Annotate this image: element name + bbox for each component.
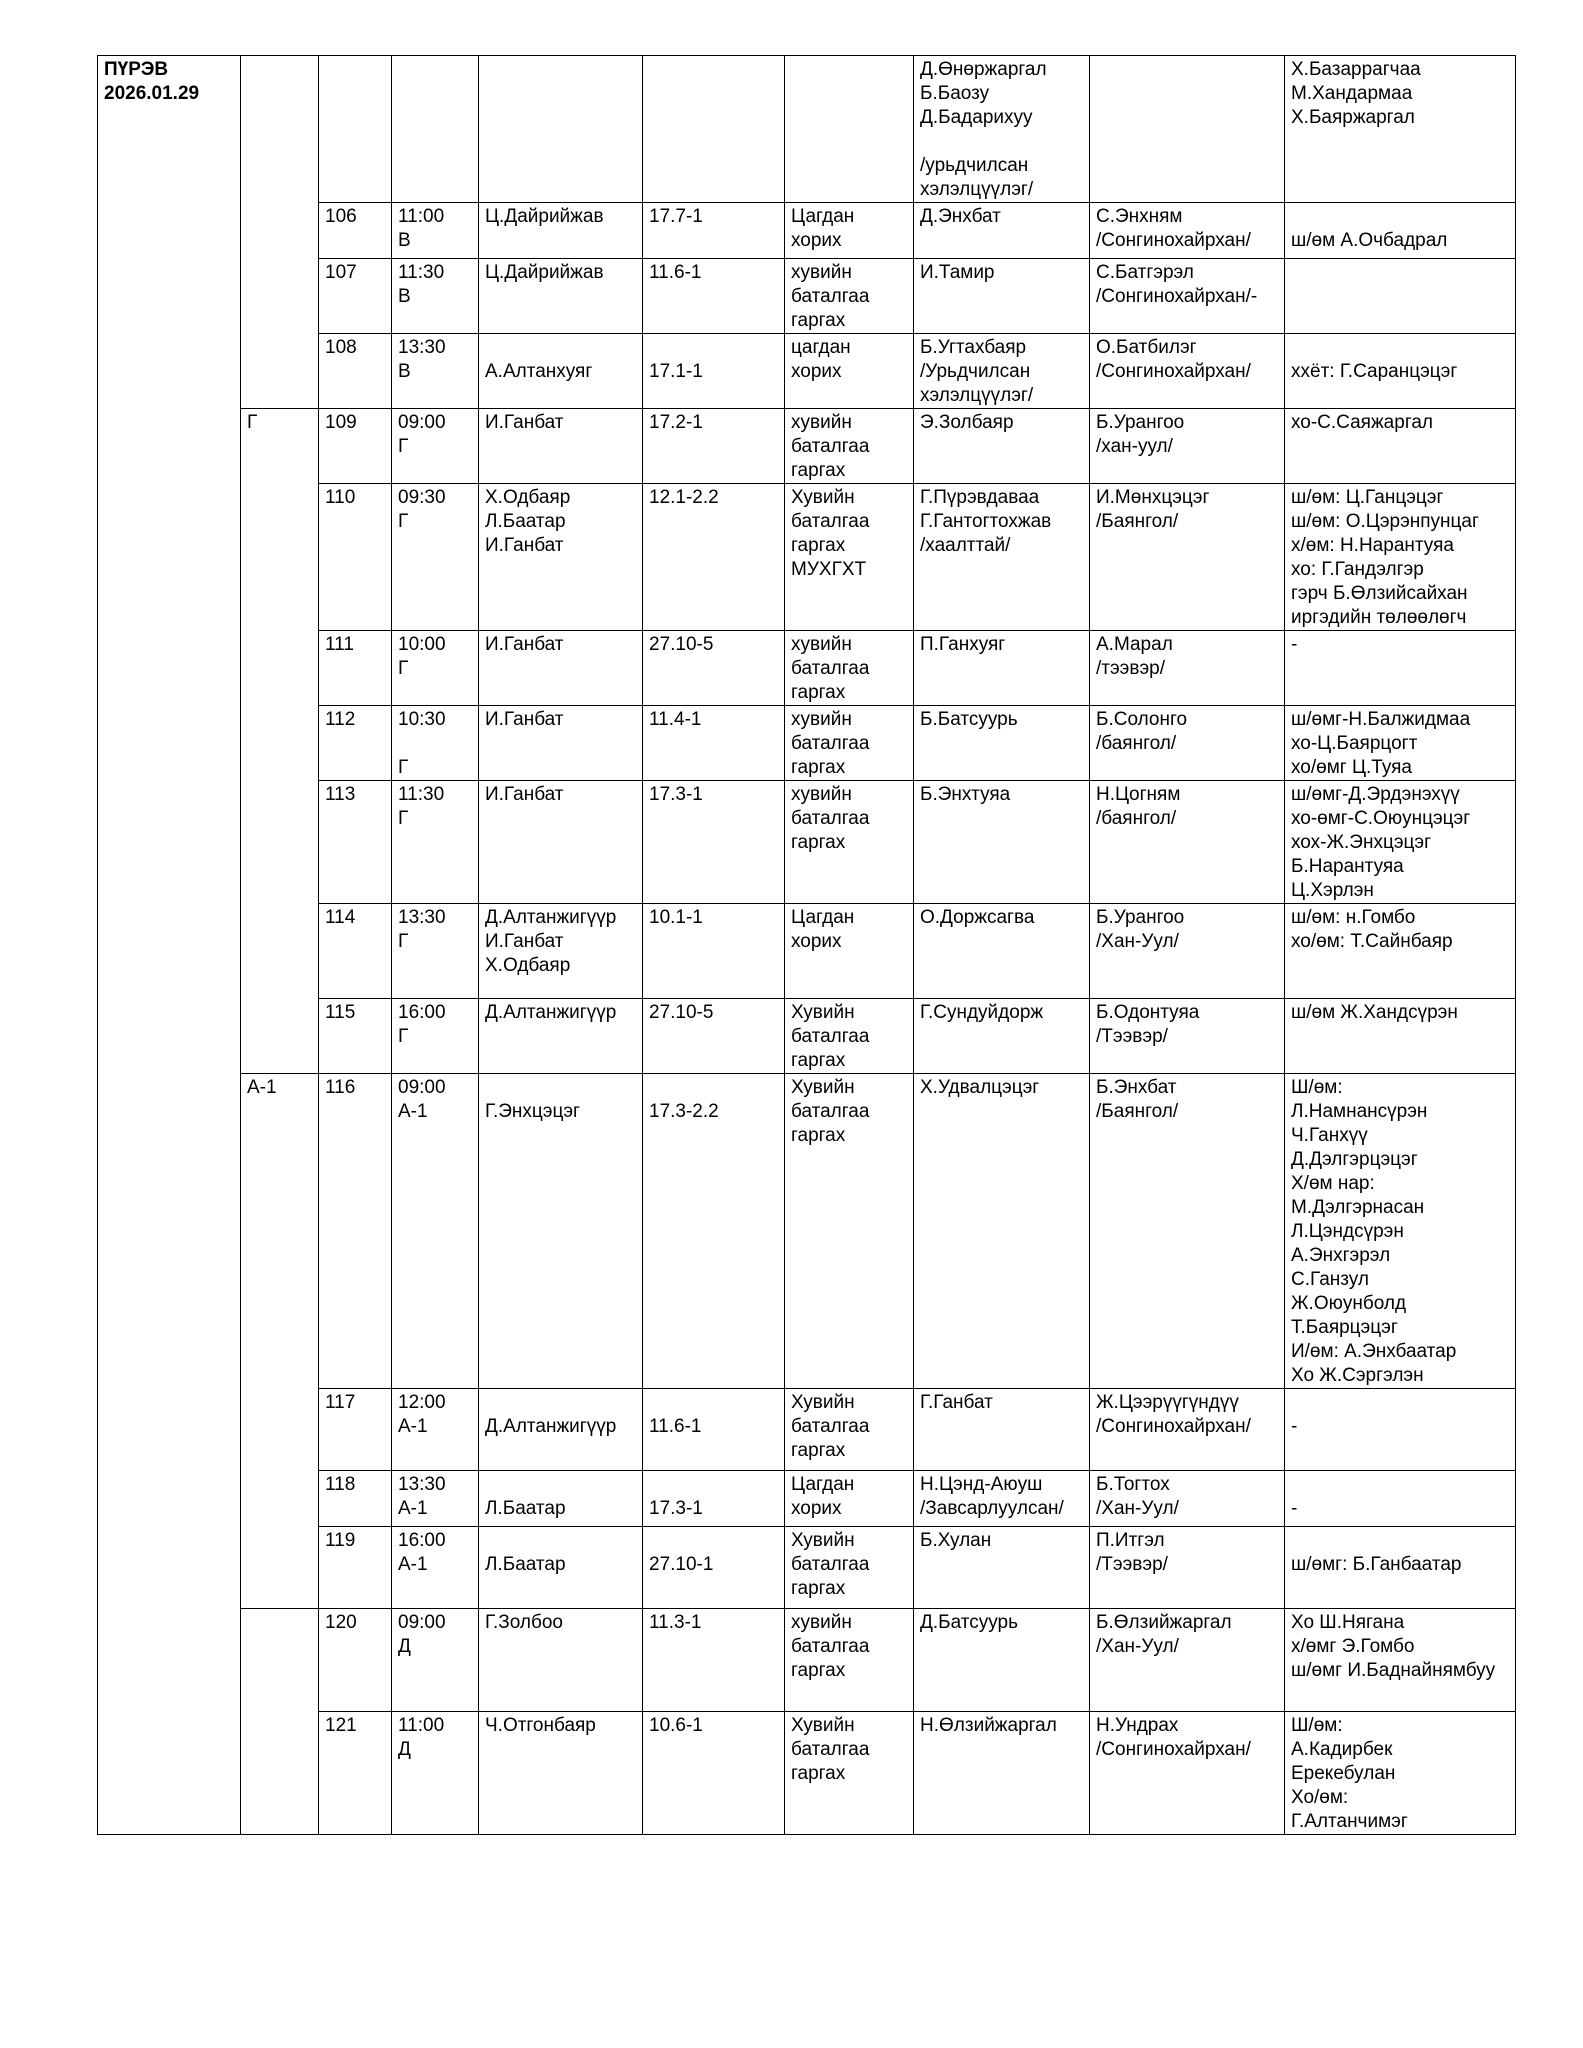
room-group <box>241 1609 319 1835</box>
day-cell <box>98 56 241 1835</box>
petitioner-name: Д.Батсуурь <box>914 1609 1090 1712</box>
judge-name: Ц.Дайрийжав <box>479 203 643 259</box>
judge-name <box>479 56 643 203</box>
article-code: 11.3-1 <box>643 1609 785 1712</box>
judge-name: А.Алтанхуяг <box>479 334 643 409</box>
measure-type: Хувийн баталгаа гаргах <box>785 999 914 1074</box>
petitioner-name: И.Тамир <box>914 259 1090 334</box>
case-number: 120 <box>319 1609 392 1712</box>
judge-name: Г.Энхцэцэг <box>479 1074 643 1389</box>
day-date: 2026.01.29 <box>104 83 200 104</box>
participants-list: ххёт: Г.Саранцэцэг <box>1285 334 1516 409</box>
measure-type: Хувийн баталгаа гаргах МУХГХТ <box>785 484 914 631</box>
judge-name: И.Ганбат <box>479 781 643 904</box>
defense-name: С.Батгэрэл /Сонгинохайрхан/- <box>1090 259 1285 334</box>
participants-list: ш/өмг: Б.Ганбаатар <box>1285 1527 1516 1609</box>
petitioner-name: Г.Пүрэвдаваа Г.Гантогтохжав /хаалттай/ <box>914 484 1090 631</box>
petitioner-name: П.Ганхуяг <box>914 631 1090 706</box>
article-code: 12.1-2.2 <box>643 484 785 631</box>
measure-type: хувийн баталгаа гаргах <box>785 259 914 334</box>
measure-type: цагдан хорих <box>785 334 914 409</box>
defense-name: Н.Цогням /баянгол/ <box>1090 781 1285 904</box>
defense-name: И.Мөнхцэцэг /Баянгол/ <box>1090 484 1285 631</box>
schedule-row <box>98 1609 1516 1712</box>
defense-name: Б.Урангоо /хан-уул/ <box>1090 409 1285 484</box>
participants-list: Хо Ш.Нягана х/өмг Э.Гомбо ш/өмг И.Баднайнямбуу <box>1285 1609 1516 1712</box>
hearing-time: 16:00 Г <box>392 999 479 1074</box>
case-number: 107 <box>319 259 392 334</box>
measure-type: Хувийн баталгаа гаргах <box>785 1712 914 1835</box>
judge-name: Д.Алтанжигүүр <box>479 1389 643 1471</box>
participants-list: ш/өм А.Очбадрал <box>1285 203 1516 259</box>
hearing-time: 11:00 В <box>392 203 479 259</box>
hearing-time: 16:00 А-1 <box>392 1527 479 1609</box>
defense-name <box>1090 56 1285 203</box>
article-code: 11.4-1 <box>643 706 785 781</box>
article-code: 17.2-1 <box>643 409 785 484</box>
case-number: 109 <box>319 409 392 484</box>
measure-type: хувийн баталгаа гаргах <box>785 781 914 904</box>
article-code: 17.3-1 <box>643 1471 785 1527</box>
judge-name: Л.Баатар <box>479 1471 643 1527</box>
room-group: Г <box>241 409 319 1074</box>
hearing-time: 09:00 А-1 <box>392 1074 479 1389</box>
case-number: 119 <box>319 1527 392 1609</box>
defense-name: О.Батбилэг /Сонгинохайрхан/ <box>1090 334 1285 409</box>
measure-type <box>785 56 914 203</box>
measure-type: хувийн баталгаа гаргах <box>785 706 914 781</box>
hearing-time: 10:00 Г <box>392 631 479 706</box>
judge-name: И.Ганбат <box>479 631 643 706</box>
hearing-time: 12:00 А-1 <box>392 1389 479 1471</box>
judge-name: И.Ганбат <box>479 409 643 484</box>
article-code: 27.10-5 <box>643 999 785 1074</box>
case-number: 106 <box>319 203 392 259</box>
defense-name: Ж.Цээрүүгүндүү /Сонгинохайрхан/ <box>1090 1389 1285 1471</box>
article-code: 11.6-1 <box>643 259 785 334</box>
participants-list <box>1285 259 1516 334</box>
petitioner-name: Б.Хулан <box>914 1527 1090 1609</box>
participants-list: Ш/өм: А.Кадирбек Ерекебулан Хо/өм: Г.Алтанчимэг <box>1285 1712 1516 1835</box>
hearing-time: 09:00 Г <box>392 409 479 484</box>
measure-type: хувийн баталгаа гаргах <box>785 631 914 706</box>
defense-name: Б.Өлзийжаргал /Хан-Уул/ <box>1090 1609 1285 1712</box>
measure-type: Цагдан хорих <box>785 1471 914 1527</box>
petitioner-name: Х.Удвалцэцэг <box>914 1074 1090 1389</box>
case-number: 114 <box>319 904 392 999</box>
defense-name: Б.Энхбат /Баянгол/ <box>1090 1074 1285 1389</box>
defense-name: Б.Солонго /баянгол/ <box>1090 706 1285 781</box>
hearing-time: 09:30 Г <box>392 484 479 631</box>
petitioner-name: Н.Өлзийжаргал <box>914 1712 1090 1835</box>
case-number: 118 <box>319 1471 392 1527</box>
petitioner-name: Д.Өнөржаргал Б.Баозу Д.Бадарихуу /урьдчилсан хэлэлцүүлэг/ <box>914 56 1090 203</box>
case-number <box>319 56 392 203</box>
hearing-time: 13:30 А-1 <box>392 1471 479 1527</box>
schedule-row <box>98 1074 1516 1389</box>
hearing-time: 10:30 Г <box>392 706 479 781</box>
measure-type: хувийн баталгаа гаргах <box>785 409 914 484</box>
judge-name: Д.Алтанжигүүр <box>479 999 643 1074</box>
measure-type: Хувийн баталгаа гаргах <box>785 1389 914 1471</box>
judge-name: Ч.Отгонбаяр <box>479 1712 643 1835</box>
petitioner-name: Г.Сундуйдорж <box>914 999 1090 1074</box>
judge-name: Л.Баатар <box>479 1527 643 1609</box>
case-number: 117 <box>319 1389 392 1471</box>
petitioner-name: Б.Угтахбаяр /Урьдчилсан хэлэлцүүлэг/ <box>914 334 1090 409</box>
case-number: 112 <box>319 706 392 781</box>
petitioner-name: О.Доржсагва <box>914 904 1090 999</box>
day-label: ПҮРЭВ <box>104 59 169 80</box>
participants-list: ш/өм: н.Гомбо хо/өм: Т.Сайнбаяр <box>1285 904 1516 999</box>
judge-name: Д.Алтанжигүүр И.Ганбат Х.Одбаяр <box>479 904 643 999</box>
article-code: 17.7-1 <box>643 203 785 259</box>
judge-name: Ц.Дайрийжав <box>479 259 643 334</box>
petitioner-name: Н.Цэнд-Аюуш /Завсарлуулсан/ <box>914 1471 1090 1527</box>
petitioner-name: Д.Энхбат <box>914 203 1090 259</box>
participants-list: хо-С.Саяжаргал <box>1285 409 1516 484</box>
judge-name: Х.Одбаяр Л.Баатар И.Ганбат <box>479 484 643 631</box>
measure-type: Хувийн баталгаа гаргах <box>785 1074 914 1389</box>
participants-list: Ш/өм: Л.Намнансүрэн Ч.Ганхүү Д.Дэлгэрцэцэг Х/өм нар: М.Дэлгэрнасан Л.Цэндсүрэн А.Энхгэрэл С.Ганзул Ж.Оюунболд Т.Баярцэцэг И/өм: А.Энхбаатар Хо Ж.Сэргэлэн <box>1285 1074 1516 1389</box>
hearing-time: 13:30 В <box>392 334 479 409</box>
defense-name: П.Итгэл /Тээвэр/ <box>1090 1527 1285 1609</box>
participants-list: - <box>1285 1389 1516 1471</box>
hearing-time: 11:30 Г <box>392 781 479 904</box>
article-code: 17.3-1 <box>643 781 785 904</box>
case-number: 113 <box>319 781 392 904</box>
participants-list: ш/өмг-Н.Балжидмаа хо-Ц.Баярцогт хо/өмг Ц.Туяа <box>1285 706 1516 781</box>
defense-name: А.Марал /тээвэр/ <box>1090 631 1285 706</box>
article-code: 10.1-1 <box>643 904 785 999</box>
case-number: 121 <box>319 1712 392 1835</box>
petitioner-name: Э.Золбаяр <box>914 409 1090 484</box>
article-code: 17.1-1 <box>643 334 785 409</box>
judge-name: Г.Золбоо <box>479 1609 643 1712</box>
measure-type: Хувийн баталгаа гаргах <box>785 1527 914 1609</box>
participants-list: - <box>1285 631 1516 706</box>
article-code: 17.3-2.2 <box>643 1074 785 1389</box>
participants-list: ш/өм Ж.Хандсүрэн <box>1285 999 1516 1074</box>
participants-list: ш/өм: Ц.Ганцэцэг ш/өм: О.Цэрэнпунцаг х/өм: Н.Нарантуяа хо: Г.Гандэлгэр гэрч Б.Өлзийсайхан иргэдийн төлөөлөгч <box>1285 484 1516 631</box>
room-group: А-1 <box>241 1074 319 1609</box>
article-code: 10.6-1 <box>643 1712 785 1835</box>
case-number: 115 <box>319 999 392 1074</box>
participants-list: Х.Базаррагчаа М.Хандармаа Х.Баяржаргал <box>1285 56 1516 203</box>
defense-name: Б.Тогтох /Хан-Уул/ <box>1090 1471 1285 1527</box>
measure-type: хувийн баталгаа гаргах <box>785 1609 914 1712</box>
participants-list: - <box>1285 1471 1516 1527</box>
petitioner-name: Г.Ганбат <box>914 1389 1090 1471</box>
measure-type: Цагдан хорих <box>785 904 914 999</box>
hearing-time: 11:30 В <box>392 259 479 334</box>
article-code <box>643 56 785 203</box>
hearing-time: 09:00 Д <box>392 1609 479 1712</box>
schedule-table <box>97 55 1516 1835</box>
hearing-time <box>392 56 479 203</box>
defense-name: Б.Урангоо /Хан-Уул/ <box>1090 904 1285 999</box>
case-number: 110 <box>319 484 392 631</box>
case-number: 111 <box>319 631 392 706</box>
case-number: 116 <box>319 1074 392 1389</box>
judge-name: И.Ганбат <box>479 706 643 781</box>
hearing-time: 11:00 Д <box>392 1712 479 1835</box>
article-code: 27.10-1 <box>643 1527 785 1609</box>
defense-name: Н.Ундрах /Сонгинохайрхан/ <box>1090 1712 1285 1835</box>
room-group <box>241 56 319 409</box>
article-code: 27.10-5 <box>643 631 785 706</box>
schedule-row <box>98 409 1516 484</box>
petitioner-name: Б.Энхтуяа <box>914 781 1090 904</box>
measure-type: Цагдан хорих <box>785 203 914 259</box>
petitioner-name: Б.Батсуурь <box>914 706 1090 781</box>
schedule-row <box>98 56 1516 203</box>
hearing-time: 13:30 Г <box>392 904 479 999</box>
defense-name: С.Энхням /Сонгинохайрхан/ <box>1090 203 1285 259</box>
case-number: 108 <box>319 334 392 409</box>
article-code: 11.6-1 <box>643 1389 785 1471</box>
defense-name: Б.Одонтуяа /Тээвэр/ <box>1090 999 1285 1074</box>
participants-list: ш/өмг-Д.Эрдэнэхүү хо-өмг-С.Оюунцэцэг хох-Ж.Энхцэцэг Б.Нарантуяа Ц.Хэрлэн <box>1285 781 1516 904</box>
